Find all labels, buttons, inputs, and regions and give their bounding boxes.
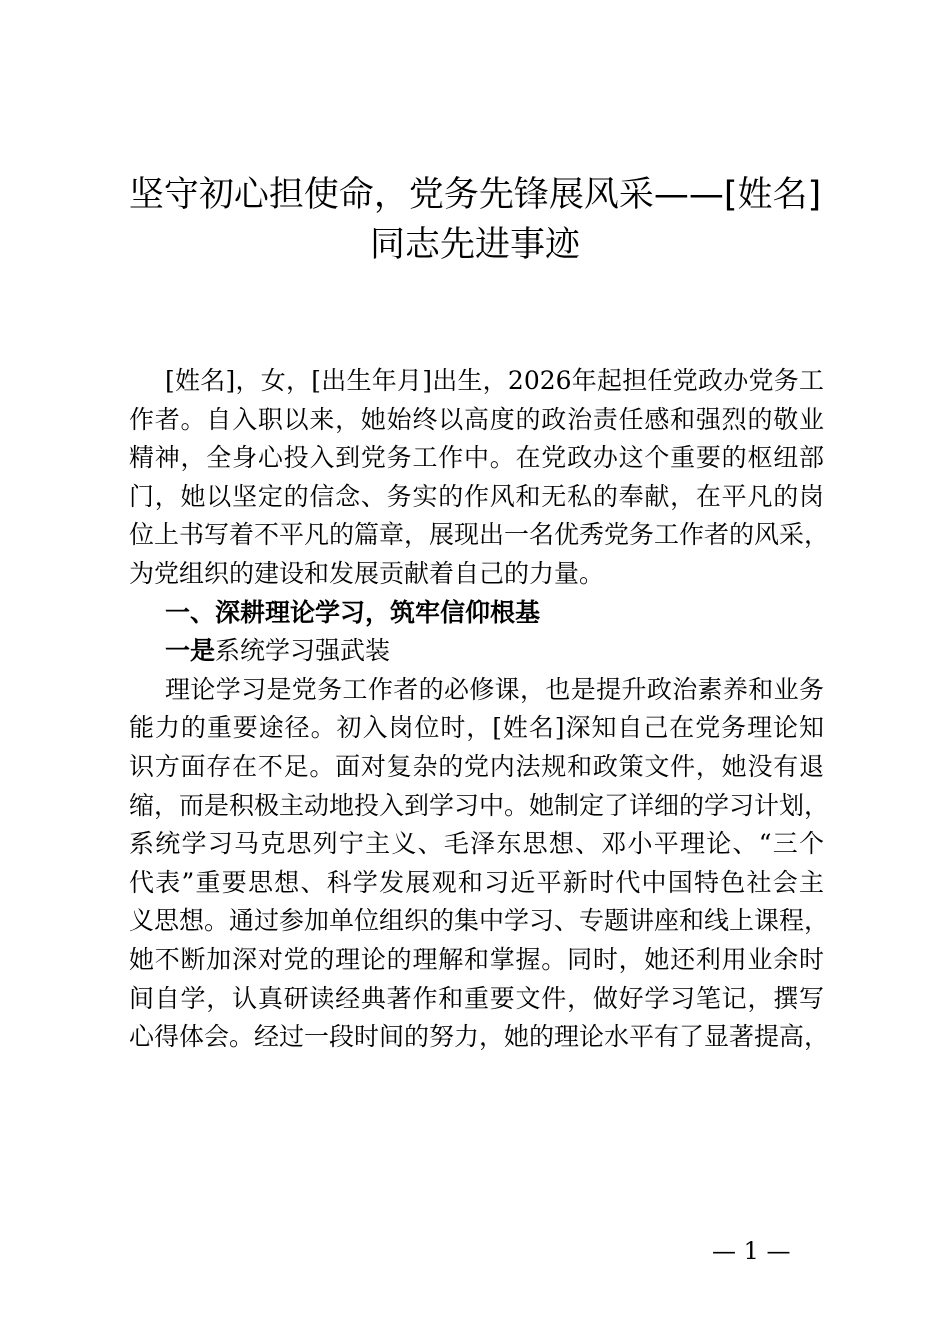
- paragraph-line: 缩，而是积极主动地投入到学习中。她制定了详细的学习计划，: [129, 790, 830, 820]
- paragraph-line: 代表”重要思想、科学发展观和习近平新时代中国特色社会主: [129, 867, 824, 897]
- intro-line: 作者。自入职以来，她始终以高度的政治责任感和强烈的敬业: [129, 404, 824, 434]
- subsection-lead: 一是: [165, 636, 216, 666]
- subsection-title: 系统学习强武装: [215, 636, 391, 666]
- document-body: [129, 362, 830, 1057]
- subsection-heading: [129, 632, 824, 671]
- intro-line: [姓名]，女，[出生年月]出生，2026年起担任党政办党务工: [165, 366, 824, 395]
- section-heading: 一、深耕理论学习，筑牢信仰根基: [165, 597, 541, 627]
- paragraph-line: 她不断加深对党的理论的理解和掌握。同时，她还利用业余时: [129, 944, 824, 974]
- intro-line: 门，她以坚定的信念、务实的作风和无私的奉献，在平凡的岗: [129, 481, 824, 511]
- paragraph-line: 识方面存在不足。面对复杂的党内法规和政策文件，她没有退: [129, 751, 824, 781]
- title-line-2: 同志先进事迹: [369, 225, 580, 265]
- paragraph-line: 间自学，认真研读经典著作和重要文件，做好学习笔记，撰写: [129, 983, 824, 1013]
- intro-line: 位上书写着不平凡的篇章，展现出一名优秀党务工作者的风采，: [129, 520, 830, 550]
- intro-line: 为党组织的建设和发展贡献着自己的力量。: [129, 558, 605, 588]
- intro-line: 精神，全身心投入到党务工作中。在党政办这个重要的枢纽部: [129, 443, 824, 473]
- paragraph-line: 理论学习是党务工作者的必修课，也是提升政治素养和业务: [165, 674, 824, 704]
- paragraph-line: 能力的重要途径。初入岗位时，[姓名]深知自己在党务理论知: [129, 713, 824, 743]
- document-title: [90, 170, 860, 270]
- paragraph-line: 心得体会。经过一段时间的努力，她的理论水平有了显著提高，: [129, 1022, 830, 1052]
- paragraph-line: 系统学习马克思列宁主义、毛泽东思想、邓小平理论、“三个: [129, 829, 824, 859]
- title-line-1: 坚守初心担使命，党务先锋展风采——[姓名]: [128, 175, 822, 215]
- page-number: — 1 —: [712, 1237, 791, 1265]
- paragraph-line: 义思想。通过参加单位组织的集中学习、专题讲座和线上课程，: [129, 906, 830, 936]
